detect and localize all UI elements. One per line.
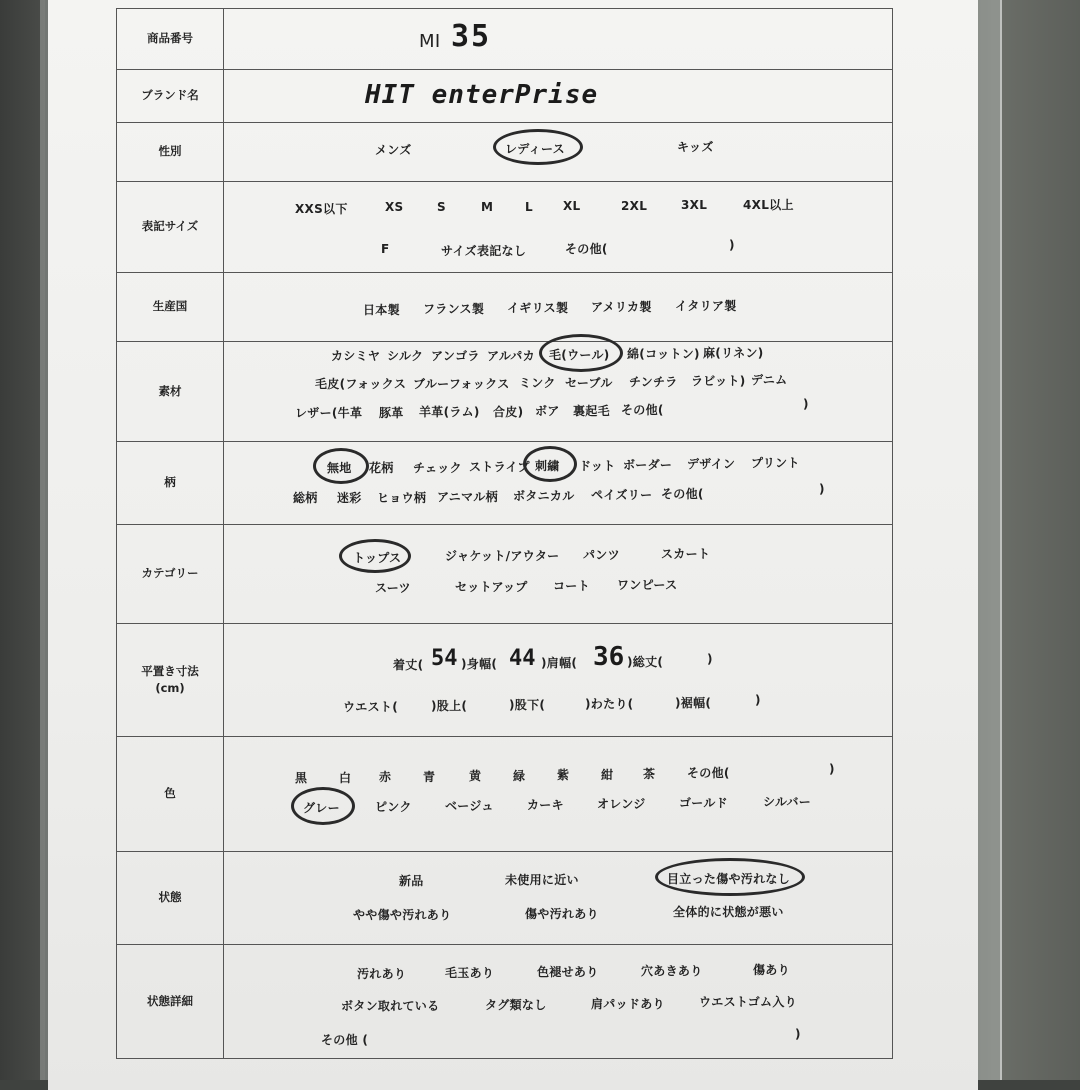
option-condition-new[interactable]: 新品 <box>399 874 424 888</box>
option-color-brown[interactable]: 茶 <box>643 767 656 781</box>
option-gender-kids[interactable]: キッズ <box>677 140 714 154</box>
option-pattern-border[interactable]: ボーダー <box>623 458 673 472</box>
detail-other-close: ) <box>795 1027 801 1041</box>
option-size-4xl[interactable]: 4XL以上 <box>743 198 794 212</box>
measure-thigh[interactable]: )わたり( <box>585 697 634 711</box>
option-category-pants[interactable]: パンツ <box>583 548 620 562</box>
measure-length-label: 着丈( <box>393 658 424 672</box>
option-condition-no-damage[interactable]: 目立った傷や汚れなし <box>667 872 791 886</box>
row-pattern <box>116 441 893 525</box>
option-color-white[interactable]: 白 <box>339 771 352 785</box>
option-size-s[interactable]: S <box>437 200 446 214</box>
measure-hem-close: ) <box>755 693 761 707</box>
option-pattern-embroidery[interactable]: 刺繍 <box>535 459 560 473</box>
option-condition-poor[interactable]: 全体的に状態が悪い <box>673 905 784 919</box>
label-measurements-line1: 平置き寸法 <box>141 663 199 678</box>
option-color-yellow[interactable]: 黄 <box>469 769 482 783</box>
label-size: 表記サイズ <box>117 182 224 272</box>
option-pattern-check[interactable]: チェック <box>413 461 462 475</box>
selection-circle-ladies <box>493 129 583 165</box>
label-pattern: 柄 <box>117 442 224 524</box>
row-category <box>116 524 893 624</box>
option-color-pink[interactable]: ピンク <box>375 800 412 814</box>
product-form <box>78 4 893 1072</box>
option-color-other[interactable]: その他( <box>687 766 730 780</box>
option-material-linen[interactable]: 麻(リネン) <box>703 346 764 360</box>
option-pattern-design[interactable]: デザイン <box>687 457 736 471</box>
option-size-2xl[interactable]: 2XL <box>621 199 648 213</box>
measure-width-label: )身幅( <box>461 657 498 671</box>
option-material-alpaca[interactable]: アルパカ <box>487 349 535 363</box>
option-category-coat[interactable]: コート <box>553 579 590 593</box>
row-condition-detail <box>116 944 893 1059</box>
option-size-3xl[interactable]: 3XL <box>681 198 708 212</box>
option-material-synthetic[interactable]: 合皮) <box>493 405 524 419</box>
option-detail-other[interactable]: その他 ( <box>321 1033 369 1047</box>
selection-circle-no-damage <box>655 858 805 896</box>
measure-total-close: ) <box>707 652 713 666</box>
option-color-green[interactable]: 緑 <box>513 769 526 783</box>
option-pattern-leopard[interactable]: ヒョウ柄 <box>377 491 427 505</box>
selection-circle-embroidery <box>523 446 577 482</box>
row-product-number <box>116 8 893 70</box>
material-other-close: ) <box>803 397 809 411</box>
option-size-m[interactable]: M <box>481 200 494 214</box>
option-detail-no-tags[interactable]: タグ類なし <box>485 998 547 1012</box>
row-country <box>116 272 893 342</box>
option-category-onepiece[interactable]: ワンピース <box>617 578 678 592</box>
option-material-mink[interactable]: ミンク <box>519 376 556 390</box>
option-detail-button-missing[interactable]: ボタン取れている <box>341 999 440 1013</box>
option-detail-fading[interactable]: 色褪せあり <box>537 965 599 979</box>
option-condition-like-new[interactable]: 未使用に近い <box>505 873 579 887</box>
option-size-f[interactable]: F <box>381 242 390 256</box>
option-pattern-other[interactable]: その他( <box>661 487 704 501</box>
option-size-xxs[interactable]: XXS以下 <box>295 202 348 216</box>
option-size-xl[interactable]: XL <box>563 199 581 213</box>
row-gender <box>116 122 893 182</box>
label-brand: ブランド名 <box>117 70 224 122</box>
option-pattern-allover[interactable]: 総柄 <box>293 491 318 505</box>
option-country-france[interactable]: フランス製 <box>423 302 485 316</box>
label-condition-detail: 状態詳細 <box>117 945 224 1058</box>
measure-total-label: )総丈( <box>627 655 664 669</box>
option-material-leather-cow[interactable]: レザー(牛革 <box>295 406 363 420</box>
label-country: 生産国 <box>117 273 224 341</box>
label-measurements-line2: (cm) <box>155 681 185 695</box>
pattern-other-close: ) <box>819 482 825 496</box>
size-other-close: ) <box>729 238 735 252</box>
option-material-blue-fox[interactable]: ブルーフォックス <box>413 377 510 391</box>
selection-circle-tops <box>339 539 411 573</box>
measure-hem[interactable]: )裾幅( <box>675 696 712 710</box>
option-detail-shoulder-pads[interactable]: 肩パッドあり <box>591 997 665 1011</box>
option-pattern-stripe[interactable]: ストライプ <box>469 460 530 474</box>
option-material-angora[interactable]: アンゴラ <box>431 349 480 363</box>
option-size-l[interactable]: L <box>525 200 533 214</box>
selection-circle-gray <box>291 787 355 825</box>
option-detail-pilling[interactable]: 毛玉あり <box>445 966 495 980</box>
option-pattern-paisley[interactable]: ペイズリー <box>591 488 653 502</box>
label-material: 素材 <box>117 342 224 441</box>
measure-shoulder-value[interactable]: 36 <box>593 642 625 672</box>
option-pattern-floral[interactable]: 花柄 <box>369 461 394 475</box>
option-material-other[interactable]: その他( <box>621 403 664 417</box>
measure-waist[interactable]: ウエスト( <box>343 700 398 714</box>
row-material <box>116 341 893 442</box>
option-color-silver[interactable]: シルバー <box>763 795 812 809</box>
option-color-blue[interactable]: 青 <box>423 770 436 784</box>
option-material-brushed[interactable]: 裏起毛 <box>573 404 610 418</box>
measure-inseam[interactable]: )股下( <box>509 698 546 712</box>
option-color-black[interactable]: 黒 <box>295 771 308 785</box>
option-color-purple[interactable]: 紫 <box>557 768 570 782</box>
option-detail-stain[interactable]: 汚れあり <box>357 967 407 981</box>
label-product-number: 商品番号 <box>117 9 224 69</box>
option-material-cashmere[interactable]: カシミヤ <box>331 349 381 363</box>
option-category-jacket[interactable]: ジャケット/アウター <box>445 549 560 563</box>
option-category-tops[interactable]: トップス <box>353 551 402 565</box>
color-other-close: ) <box>829 762 835 776</box>
option-material-silk[interactable]: シルク <box>387 349 424 363</box>
label-condition: 状態 <box>117 852 224 944</box>
label-measurements <box>117 624 224 736</box>
option-material-boa[interactable]: ボア <box>535 404 560 418</box>
measure-length-value[interactable]: 54 <box>431 646 458 671</box>
measure-shoulder-label: )肩幅( <box>541 656 578 670</box>
selection-circle-wool <box>539 334 623 372</box>
option-condition-damage[interactable]: 傷や汚れあり <box>525 907 599 921</box>
option-category-suit[interactable]: スーツ <box>375 581 411 595</box>
option-detail-scratch[interactable]: 傷あり <box>753 963 790 977</box>
option-color-red[interactable]: 赤 <box>379 770 392 784</box>
label-category: カテゴリー <box>117 525 224 623</box>
option-material-fur-fox[interactable]: 毛皮(フォックス <box>315 377 407 391</box>
product-number-prefix: MI <box>419 31 441 52</box>
option-size-other[interactable]: その他( <box>565 242 608 256</box>
measure-rise[interactable]: )股上( <box>431 699 468 713</box>
option-size-no-label[interactable]: サイズ表記なし <box>441 244 527 258</box>
option-detail-holes[interactable]: 穴あきあり <box>641 964 703 978</box>
option-detail-elastic-waist[interactable]: ウエストゴム入り <box>699 995 797 1009</box>
option-color-gold[interactable]: ゴールド <box>679 796 728 810</box>
row-color <box>116 736 893 852</box>
option-material-cotton[interactable]: 綿(コットン) <box>627 347 700 361</box>
option-category-setup[interactable]: セットアップ <box>455 580 528 594</box>
option-pattern-plain[interactable]: 無地 <box>327 461 352 475</box>
option-material-denim[interactable]: デニム <box>751 373 788 387</box>
option-pattern-print[interactable]: プリント <box>751 456 800 470</box>
product-number-handwritten: 35 <box>451 19 492 54</box>
option-pattern-animal[interactable]: アニマル柄 <box>437 490 498 504</box>
option-category-skirt[interactable]: スカート <box>661 547 711 561</box>
option-pattern-camo[interactable]: 迷彩 <box>337 491 362 505</box>
option-gender-men[interactable]: メンズ <box>375 143 412 157</box>
option-material-sable[interactable]: セーブル <box>565 376 613 390</box>
option-condition-slight-damage[interactable]: やや傷や汚れあり <box>353 908 452 922</box>
option-size-xs[interactable]: XS <box>385 200 404 214</box>
option-color-orange[interactable]: オレンジ <box>597 797 646 811</box>
option-country-usa[interactable]: アメリカ製 <box>591 300 652 314</box>
option-gender-ladies[interactable]: レディース <box>505 142 565 156</box>
option-color-gray[interactable]: グレー <box>303 801 340 815</box>
option-country-japan[interactable]: 日本製 <box>363 303 400 317</box>
measure-width-value[interactable]: 44 <box>509 646 536 671</box>
label-gender: 性別 <box>117 123 224 181</box>
row-brand <box>116 69 893 123</box>
option-color-khaki[interactable]: カーキ <box>527 798 564 812</box>
background-left <box>0 0 45 1080</box>
label-color: 色 <box>117 737 224 851</box>
option-material-wool[interactable]: 毛(ウール) <box>549 348 610 362</box>
row-size <box>116 181 893 273</box>
option-material-chinchilla[interactable]: チンチラ <box>629 375 678 389</box>
option-color-beige[interactable]: ベージュ <box>445 799 494 813</box>
selection-circle-plain <box>313 448 369 484</box>
row-measurements <box>116 623 893 737</box>
option-material-rabbit[interactable]: ラビット) <box>691 374 746 388</box>
brand-handwritten: HIT enterPrise <box>365 80 599 110</box>
option-pattern-botanical[interactable]: ボタニカル <box>513 489 575 503</box>
option-color-navy[interactable]: 紺 <box>601 768 614 782</box>
row-condition <box>116 851 893 945</box>
option-material-lamb[interactable]: 羊革(ラム) <box>419 405 480 419</box>
option-material-pig-leather[interactable]: 豚革 <box>379 406 404 420</box>
option-country-italy[interactable]: イタリア製 <box>675 299 737 313</box>
option-pattern-dot[interactable]: ドット <box>579 459 616 473</box>
option-country-uk[interactable]: イギリス製 <box>507 301 569 315</box>
